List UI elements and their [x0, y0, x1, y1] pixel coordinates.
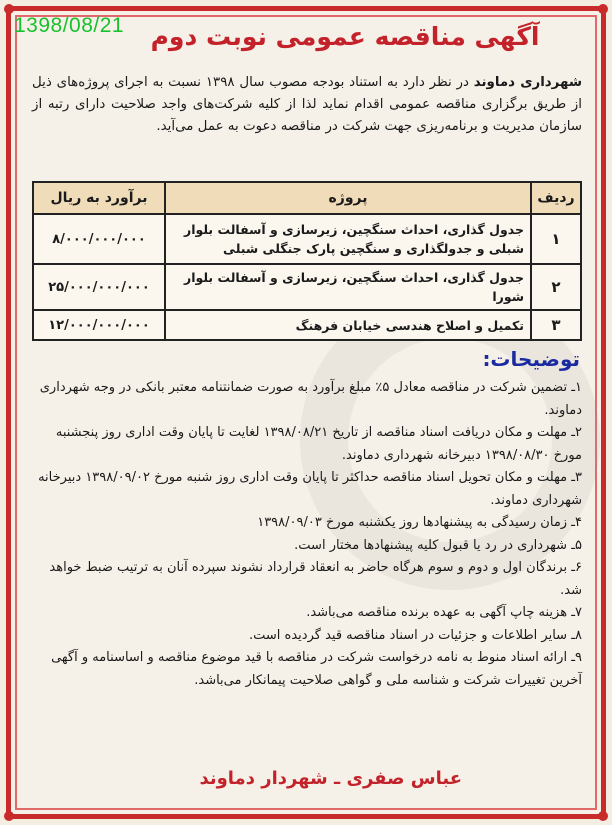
header-estimate: برآورد به ریال: [33, 182, 165, 214]
note-item: ۶ـ برندگان اول و دوم و سوم هرگاه حاضر به انعقاد قرارداد نشوند سپرده آنان به ترتیب ضبط خواهد شد.: [49, 560, 582, 598]
table-row: [33, 214, 581, 264]
project-name: جدول گذاری، احداث سنگچین، زیرسازی و آسفالت بلوار شبلی و جدولگذاری و سنگچین پارک جنگلی شبلی: [165, 214, 531, 264]
note-item: ۷ـ هزینه چاپ آگهی به عهده برنده مناقصه می‌باشد.: [306, 605, 582, 620]
row-number: ۱: [531, 214, 581, 264]
estimate-value: ۲۵/۰۰۰/۰۰۰/۰۰۰: [33, 264, 165, 310]
notes-heading: توضیحات:: [482, 347, 580, 371]
notes-list: [32, 377, 582, 692]
corner-ornament: [4, 811, 14, 821]
note-item: ۵ـ شهرداری در رد یا قبول کلیه پیشنهادها مختار است.: [294, 537, 582, 553]
issuer-name: شهرداری دماوند: [473, 75, 582, 90]
intro-text: در نظر دارد به استناد بودجه مصوب سال ۱۳۹۸ نسبت به اجرای پروژه‌های ذیل از طریق برگزاری مناقصه عمومی اقدام نماید لذا از کلیه شرکت‌های واجد صلاحیت دارای رتبه از سازمان مدیریت و برنامه‌ریزی جهت شرکت در مناقصه دعوت به عمل می‌آید.: [32, 75, 582, 134]
row-number: ۳: [531, 310, 581, 340]
project-name: جدول گذاری، احداث سنگچین، زیرسازی و آسفالت بلوار شورا: [165, 264, 531, 310]
table-row: [33, 310, 581, 340]
note-item: ۲ـ مهلت و مکان دریافت اسناد مناقصه از تاریخ ۱۳۹۸/۰۸/۲۱ لغایت تا پایان وقت اداری روز پنجشنبه مورخ ۱۳۹۸/۰۸/۳۰ دبیرخانه شهرداری دماوند.: [55, 425, 582, 463]
estimate-value: ۸/۰۰۰/۰۰۰/۰۰۰: [33, 214, 165, 264]
date-stamp: 1398/08/21: [14, 14, 125, 37]
note-item: ۸ـ سایر اطلاعات و جزئیات در اسناد مناقصه قید گردیده است.: [249, 627, 582, 643]
signature: عباس صفری ـ شهردار دماوند: [199, 768, 462, 789]
table-header-row: [33, 182, 581, 214]
corner-ornament: [598, 811, 608, 821]
intro-paragraph: [32, 72, 582, 138]
corner-ornament: [598, 4, 608, 14]
note-item: ۹ـ ارائه اسناد منوط به نامه درخواست شرکت در مناقصه با قید موضوع مناقصه و اساسنامه و آگهی آخرین تغییرات شرکت و شناسه ملی و گواهی صلاحیت پیمانکار می‌باشد.: [51, 650, 582, 688]
project-name: تکمیل و اصلاح هندسی خیابان فرهنگ: [165, 310, 531, 340]
projects-table: [32, 181, 582, 341]
estimate-value: ۱۲/۰۰۰/۰۰۰/۰۰۰: [33, 310, 165, 340]
row-number: ۲: [531, 264, 581, 310]
page-title: آگهی مناقصه عمومی نوبت دوم: [150, 22, 540, 51]
note-item: ۳ـ مهلت و مکان تحویل اسناد مناقصه حداکثر تا پایان وقت اداری روز شنبه مورخ ۱۳۹۸/۰۹/۰۲ دبیرخانه شهرداری دماوند.: [38, 470, 582, 508]
corner-ornament: [4, 4, 14, 14]
header-project: پروژه: [165, 182, 531, 214]
note-item: ۱ـ تضمین شرکت در مناقصه معادل ۵٪ مبلغ برآورد به صورت ضمانتنامه معتبر بانکی در وجه شهرداری دماوند.: [39, 380, 582, 418]
note-item: ۴ـ زمان رسیدگی به پیشنهادها روز یکشنبه مورخ ۱۳۹۸/۰۹/۰۳: [257, 515, 582, 530]
header-row-number: ردیف: [531, 182, 581, 214]
table-row: [33, 264, 581, 310]
